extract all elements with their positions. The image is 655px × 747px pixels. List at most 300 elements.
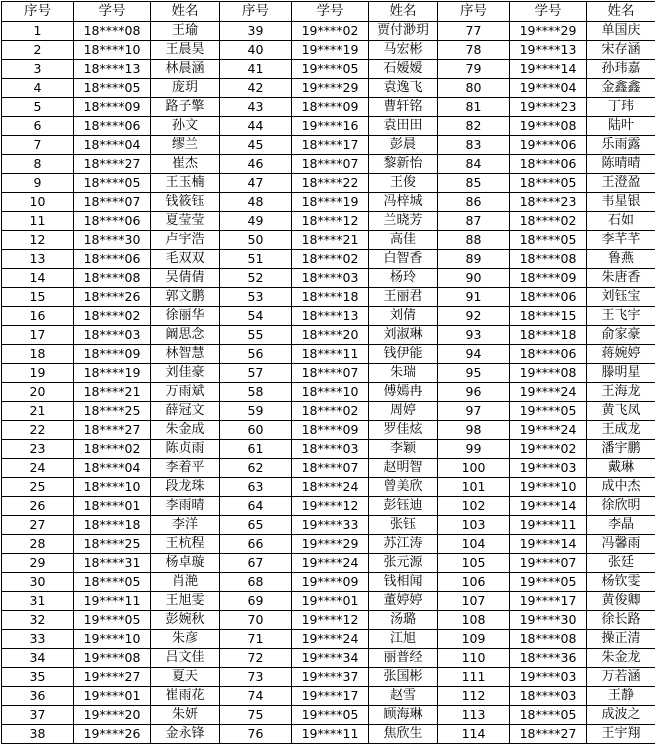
student-name-cell[interactable]: 单国庆 [587,22,655,41]
student-id-cell[interactable]: 18****31 [74,554,151,573]
student-name-cell[interactable]: 蒋婉婷 [587,345,655,364]
seq-cell[interactable]: 70 [220,611,292,630]
student-name-cell[interactable]: 王玉楠 [151,174,220,193]
student-id-cell[interactable]: 19****24 [292,630,369,649]
seq-cell[interactable]: 39 [220,22,292,41]
student-id-cell[interactable]: 19****19 [292,41,369,60]
column-header[interactable]: 学号 [74,2,151,22]
student-id-cell[interactable]: 19****05 [292,60,369,79]
student-id-cell[interactable]: 18****21 [292,231,369,250]
student-id-cell[interactable]: 19****12 [292,497,369,516]
seq-cell[interactable]: 14 [2,269,74,288]
seq-cell[interactable]: 31 [2,592,74,611]
student-name-cell[interactable]: 董婷婷 [369,592,438,611]
seq-cell[interactable]: 32 [2,611,74,630]
student-id-cell[interactable]: 19****11 [74,592,151,611]
student-id-cell[interactable]: 19****24 [510,421,587,440]
seq-cell[interactable]: 64 [220,497,292,516]
seq-cell[interactable]: 27 [2,516,74,535]
seq-cell[interactable]: 33 [2,630,74,649]
student-name-cell[interactable]: 王成龙 [587,421,655,440]
student-id-cell[interactable]: 18****10 [292,383,369,402]
seq-cell[interactable]: 91 [438,288,510,307]
seq-cell[interactable]: 40 [220,41,292,60]
student-name-cell[interactable]: 张国彬 [369,668,438,687]
student-name-cell[interactable]: 卢宇浩 [151,231,220,250]
seq-cell[interactable]: 50 [220,231,292,250]
student-id-cell[interactable]: 18****07 [74,193,151,212]
student-name-cell[interactable]: 吴倩倩 [151,269,220,288]
seq-cell[interactable]: 109 [438,630,510,649]
student-name-cell[interactable]: 彭晨 [369,136,438,155]
student-name-cell[interactable]: 黄俊卿 [587,592,655,611]
student-name-cell[interactable]: 兰晓芳 [369,212,438,231]
student-id-cell[interactable]: 19****08 [510,117,587,136]
seq-cell[interactable]: 98 [438,421,510,440]
seq-cell[interactable]: 92 [438,307,510,326]
student-id-cell[interactable]: 18****26 [74,288,151,307]
seq-cell[interactable]: 21 [2,402,74,421]
seq-cell[interactable]: 81 [438,98,510,117]
seq-cell[interactable]: 24 [2,459,74,478]
student-name-cell[interactable]: 李芊芊 [587,231,655,250]
seq-cell[interactable]: 37 [2,706,74,725]
seq-cell[interactable]: 30 [2,573,74,592]
student-id-cell[interactable]: 18****08 [74,269,151,288]
student-id-cell[interactable]: 18****01 [74,497,151,516]
seq-cell[interactable]: 59 [220,402,292,421]
student-name-cell[interactable]: 王杭程 [151,535,220,554]
seq-cell[interactable]: 62 [220,459,292,478]
student-id-cell[interactable]: 19****04 [510,79,587,98]
seq-cell[interactable]: 77 [438,22,510,41]
student-name-cell[interactable]: 朱彦 [151,630,220,649]
student-name-cell[interactable]: 钱筱钰 [151,193,220,212]
student-name-cell[interactable]: 石如 [587,212,655,231]
seq-cell[interactable]: 3 [2,60,74,79]
student-name-cell[interactable]: 滕明星 [587,364,655,383]
student-id-cell[interactable]: 18****03 [74,326,151,345]
student-id-cell[interactable]: 18****05 [510,231,587,250]
seq-cell[interactable]: 34 [2,649,74,668]
student-name-cell[interactable]: 朱金龙 [587,649,655,668]
seq-cell[interactable]: 95 [438,364,510,383]
seq-cell[interactable]: 112 [438,687,510,706]
seq-cell[interactable]: 76 [220,725,292,744]
student-name-cell[interactable]: 王海龙 [587,383,655,402]
student-name-cell[interactable]: 刘淑琳 [369,326,438,345]
student-id-cell[interactable]: 19****27 [74,668,151,687]
student-id-cell[interactable]: 19****11 [292,725,369,744]
student-name-cell[interactable]: 罗佳炫 [369,421,438,440]
student-id-cell[interactable]: 18****12 [292,212,369,231]
student-id-cell[interactable]: 19****29 [510,22,587,41]
seq-cell[interactable]: 57 [220,364,292,383]
student-name-cell[interactable]: 陈贞雨 [151,440,220,459]
seq-cell[interactable]: 12 [2,231,74,250]
seq-cell[interactable]: 114 [438,725,510,744]
seq-cell[interactable]: 60 [220,421,292,440]
seq-cell[interactable]: 73 [220,668,292,687]
seq-cell[interactable]: 41 [220,60,292,79]
student-name-cell[interactable]: 江旭 [369,630,438,649]
seq-cell[interactable]: 52 [220,269,292,288]
student-id-cell[interactable]: 19****17 [510,592,587,611]
student-id-cell[interactable]: 18****09 [292,421,369,440]
student-id-cell[interactable]: 18****05 [74,174,151,193]
student-name-cell[interactable]: 李洋 [151,516,220,535]
student-id-cell[interactable]: 19****06 [510,136,587,155]
seq-cell[interactable]: 22 [2,421,74,440]
student-name-cell[interactable]: 崔杰 [151,155,220,174]
student-name-cell[interactable]: 成中杰 [587,478,655,497]
student-name-cell[interactable]: 冯馨雨 [587,535,655,554]
student-name-cell[interactable]: 顾海琳 [369,706,438,725]
student-id-cell[interactable]: 19****05 [510,573,587,592]
student-name-cell[interactable]: 高佳 [369,231,438,250]
seq-cell[interactable]: 104 [438,535,510,554]
student-name-cell[interactable]: 彭婉秋 [151,611,220,630]
student-id-cell[interactable]: 19****03 [510,459,587,478]
seq-cell[interactable]: 94 [438,345,510,364]
student-id-cell[interactable]: 19****16 [292,117,369,136]
seq-cell[interactable]: 11 [2,212,74,231]
seq-cell[interactable]: 2 [2,41,74,60]
student-name-cell[interactable]: 张元源 [369,554,438,573]
seq-cell[interactable]: 25 [2,478,74,497]
student-name-cell[interactable]: 袁田田 [369,117,438,136]
student-id-cell[interactable]: 19****11 [510,516,587,535]
seq-cell[interactable]: 9 [2,174,74,193]
seq-cell[interactable]: 103 [438,516,510,535]
seq-cell[interactable]: 23 [2,440,74,459]
seq-cell[interactable]: 87 [438,212,510,231]
student-name-cell[interactable]: 王瑜 [151,22,220,41]
student-id-cell[interactable]: 19****14 [510,60,587,79]
student-name-cell[interactable]: 傅嫣冉 [369,383,438,402]
student-name-cell[interactable]: 钱相闻 [369,573,438,592]
student-id-cell[interactable]: 19****37 [292,668,369,687]
student-id-cell[interactable]: 19****03 [510,668,587,687]
student-id-cell[interactable]: 19****07 [510,554,587,573]
seq-cell[interactable]: 43 [220,98,292,117]
seq-cell[interactable]: 17 [2,326,74,345]
student-name-cell[interactable]: 孙玮嘉 [587,60,655,79]
student-name-cell[interactable]: 宋存涵 [587,41,655,60]
seq-cell[interactable]: 16 [2,307,74,326]
seq-cell[interactable]: 97 [438,402,510,421]
student-name-cell[interactable]: 石嫒嫒 [369,60,438,79]
seq-cell[interactable]: 42 [220,79,292,98]
student-id-cell[interactable]: 18****13 [292,307,369,326]
seq-cell[interactable]: 66 [220,535,292,554]
student-name-cell[interactable]: 贾付渺玥 [369,22,438,41]
student-id-cell[interactable]: 18****09 [74,345,151,364]
student-id-cell[interactable]: 18****02 [74,307,151,326]
student-name-cell[interactable]: 朱妍 [151,706,220,725]
student-name-cell[interactable]: 金永锋 [151,725,220,744]
student-id-cell[interactable]: 18****08 [510,630,587,649]
student-name-cell[interactable]: 林晨涵 [151,60,220,79]
student-id-cell[interactable]: 18****13 [74,60,151,79]
seq-cell[interactable]: 58 [220,383,292,402]
student-id-cell[interactable]: 18****08 [510,250,587,269]
student-name-cell[interactable]: 徐丽华 [151,307,220,326]
student-id-cell[interactable]: 19****05 [74,611,151,630]
seq-cell[interactable]: 82 [438,117,510,136]
student-id-cell[interactable]: 18****06 [510,345,587,364]
student-name-cell[interactable]: 夏天 [151,668,220,687]
student-name-cell[interactable]: 张钰 [369,516,438,535]
student-name-cell[interactable]: 薛冠文 [151,402,220,421]
student-id-cell[interactable]: 19****24 [510,383,587,402]
student-id-cell[interactable]: 18****27 [74,155,151,174]
student-id-cell[interactable]: 18****02 [292,402,369,421]
student-id-cell[interactable]: 18****03 [510,687,587,706]
student-name-cell[interactable]: 曹轩铭 [369,98,438,117]
seq-cell[interactable]: 93 [438,326,510,345]
student-id-cell[interactable]: 18****03 [292,269,369,288]
student-name-cell[interactable]: 万雨斌 [151,383,220,402]
student-name-cell[interactable]: 李雨晴 [151,497,220,516]
seq-cell[interactable]: 44 [220,117,292,136]
student-name-cell[interactable]: 乐雨露 [587,136,655,155]
student-id-cell[interactable]: 18****07 [292,155,369,174]
student-id-cell[interactable]: 18****15 [510,307,587,326]
student-id-cell[interactable]: 18****30 [74,231,151,250]
student-name-cell[interactable]: 庞玥 [151,79,220,98]
student-name-cell[interactable]: 马宏彬 [369,41,438,60]
student-name-cell[interactable]: 朱金成 [151,421,220,440]
student-name-cell[interactable]: 刘佳豪 [151,364,220,383]
student-name-cell[interactable]: 王澄盈 [587,174,655,193]
student-id-cell[interactable]: 19****13 [510,41,587,60]
seq-cell[interactable]: 75 [220,706,292,725]
student-id-cell[interactable]: 19****05 [292,706,369,725]
seq-cell[interactable]: 36 [2,687,74,706]
student-id-cell[interactable]: 18****06 [510,155,587,174]
student-name-cell[interactable]: 毛双双 [151,250,220,269]
student-id-cell[interactable]: 19****30 [510,611,587,630]
seq-cell[interactable]: 85 [438,174,510,193]
seq-cell[interactable]: 72 [220,649,292,668]
student-id-cell[interactable]: 19****29 [292,535,369,554]
student-name-cell[interactable]: 孙文 [151,117,220,136]
student-name-cell[interactable]: 李颖 [369,440,438,459]
student-name-cell[interactable]: 成波之 [587,706,655,725]
column-header[interactable]: 学号 [510,2,587,22]
student-name-cell[interactable]: 王丽君 [369,288,438,307]
student-id-cell[interactable]: 18****25 [74,402,151,421]
seq-cell[interactable]: 51 [220,250,292,269]
student-id-cell[interactable]: 19****26 [74,725,151,744]
student-id-cell[interactable]: 18****10 [74,41,151,60]
seq-cell[interactable]: 90 [438,269,510,288]
seq-cell[interactable]: 48 [220,193,292,212]
student-name-cell[interactable]: 金鑫鑫 [587,79,655,98]
seq-cell[interactable]: 54 [220,307,292,326]
student-name-cell[interactable]: 徐欣明 [587,497,655,516]
student-id-cell[interactable]: 18****02 [292,250,369,269]
student-name-cell[interactable]: 郭文鹏 [151,288,220,307]
student-id-cell[interactable]: 19****01 [74,687,151,706]
column-header[interactable]: 序号 [220,2,292,22]
student-id-cell[interactable]: 19****33 [292,516,369,535]
student-name-cell[interactable]: 黎新怡 [369,155,438,174]
student-id-cell[interactable]: 18****05 [510,174,587,193]
seq-cell[interactable]: 108 [438,611,510,630]
seq-cell[interactable]: 96 [438,383,510,402]
student-id-cell[interactable]: 18****04 [74,459,151,478]
student-name-cell[interactable]: 阚思念 [151,326,220,345]
student-name-cell[interactable]: 袁逸飞 [369,79,438,98]
student-name-cell[interactable]: 李晶 [587,516,655,535]
seq-cell[interactable]: 18 [2,345,74,364]
seq-cell[interactable]: 86 [438,193,510,212]
seq-cell[interactable]: 4 [2,79,74,98]
student-id-cell[interactable]: 18****09 [292,98,369,117]
student-id-cell[interactable]: 18****19 [74,364,151,383]
student-id-cell[interactable]: 18****18 [292,288,369,307]
student-id-cell[interactable]: 19****02 [510,440,587,459]
seq-cell[interactable]: 83 [438,136,510,155]
student-id-cell[interactable]: 19****29 [292,79,369,98]
student-name-cell[interactable]: 丁玮 [587,98,655,117]
student-id-cell[interactable]: 19****10 [74,630,151,649]
column-header[interactable]: 姓名 [587,2,655,22]
seq-cell[interactable]: 68 [220,573,292,592]
seq-cell[interactable]: 45 [220,136,292,155]
student-id-cell[interactable]: 18****19 [292,193,369,212]
seq-cell[interactable]: 49 [220,212,292,231]
column-header[interactable]: 姓名 [151,2,220,22]
student-id-cell[interactable]: 18****21 [74,383,151,402]
student-id-cell[interactable]: 18****23 [510,193,587,212]
student-id-cell[interactable]: 18****08 [74,22,151,41]
student-id-cell[interactable]: 18****05 [74,573,151,592]
seq-cell[interactable]: 71 [220,630,292,649]
student-id-cell[interactable]: 18****18 [510,326,587,345]
student-id-cell[interactable]: 19****20 [74,706,151,725]
student-id-cell[interactable]: 18****20 [292,326,369,345]
student-name-cell[interactable]: 曾美欣 [369,478,438,497]
student-id-cell[interactable]: 18****06 [74,250,151,269]
student-id-cell[interactable]: 19****17 [292,687,369,706]
student-id-cell[interactable]: 18****02 [510,212,587,231]
student-name-cell[interactable]: 戴琳 [587,459,655,478]
student-id-cell[interactable]: 18****27 [74,421,151,440]
seq-cell[interactable]: 8 [2,155,74,174]
student-id-cell[interactable]: 19****14 [510,535,587,554]
student-name-cell[interactable]: 肖滟 [151,573,220,592]
student-id-cell[interactable]: 19****23 [510,98,587,117]
seq-cell[interactable]: 63 [220,478,292,497]
column-header[interactable]: 序号 [2,2,74,22]
student-name-cell[interactable]: 段龙珠 [151,478,220,497]
seq-cell[interactable]: 47 [220,174,292,193]
student-name-cell[interactable]: 李着平 [151,459,220,478]
seq-cell[interactable]: 55 [220,326,292,345]
student-name-cell[interactable]: 崔雨花 [151,687,220,706]
student-id-cell[interactable]: 18****09 [510,269,587,288]
student-name-cell[interactable]: 王晨昊 [151,41,220,60]
student-id-cell[interactable]: 18****05 [74,79,151,98]
seq-cell[interactable]: 101 [438,478,510,497]
seq-cell[interactable]: 100 [438,459,510,478]
seq-cell[interactable]: 10 [2,193,74,212]
student-name-cell[interactable]: 王静 [587,687,655,706]
student-name-cell[interactable]: 万若涵 [587,668,655,687]
student-name-cell[interactable]: 刘钰宝 [587,288,655,307]
student-id-cell[interactable]: 19****09 [292,573,369,592]
student-name-cell[interactable]: 冯梓城 [369,193,438,212]
student-id-cell[interactable]: 19****05 [510,402,587,421]
column-header[interactable]: 姓名 [369,2,438,22]
student-name-cell[interactable]: 白智香 [369,250,438,269]
seq-cell[interactable]: 74 [220,687,292,706]
student-id-cell[interactable]: 19****34 [292,649,369,668]
seq-cell[interactable]: 15 [2,288,74,307]
student-name-cell[interactable]: 钱伊能 [369,345,438,364]
seq-cell[interactable]: 111 [438,668,510,687]
student-name-cell[interactable]: 彭钰迪 [369,497,438,516]
student-name-cell[interactable]: 周婷 [369,402,438,421]
student-id-cell[interactable]: 18****17 [292,136,369,155]
student-name-cell[interactable]: 杨玲 [369,269,438,288]
seq-cell[interactable]: 67 [220,554,292,573]
student-name-cell[interactable]: 陆叶 [587,117,655,136]
student-id-cell[interactable]: 18****22 [292,174,369,193]
seq-cell[interactable]: 80 [438,79,510,98]
student-id-cell[interactable]: 18****09 [74,98,151,117]
student-name-cell[interactable]: 赵明智 [369,459,438,478]
seq-cell[interactable]: 84 [438,155,510,174]
student-id-cell[interactable]: 19****24 [292,554,369,573]
student-id-cell[interactable]: 18****27 [510,725,587,744]
student-id-cell[interactable]: 19****08 [74,649,151,668]
student-name-cell[interactable]: 王飞宇 [587,307,655,326]
student-name-cell[interactable]: 赵雪 [369,687,438,706]
student-id-cell[interactable]: 18****05 [510,706,587,725]
student-id-cell[interactable]: 18****03 [292,440,369,459]
seq-cell[interactable]: 56 [220,345,292,364]
student-id-cell[interactable]: 18****18 [74,516,151,535]
student-name-cell[interactable]: 缪兰 [151,136,220,155]
student-name-cell[interactable]: 徐长路 [587,611,655,630]
seq-cell[interactable]: 88 [438,231,510,250]
student-name-cell[interactable]: 俞家豪 [587,326,655,345]
column-header[interactable]: 学号 [292,2,369,22]
student-id-cell[interactable]: 18****10 [74,478,151,497]
student-name-cell[interactable]: 王宇翔 [587,725,655,744]
student-name-cell[interactable]: 朱唐香 [587,269,655,288]
seq-cell[interactable]: 79 [438,60,510,79]
seq-cell[interactable]: 38 [2,725,74,744]
seq-cell[interactable]: 13 [2,250,74,269]
student-id-cell[interactable]: 18****24 [292,478,369,497]
seq-cell[interactable]: 7 [2,136,74,155]
student-name-cell[interactable]: 杨钦雯 [587,573,655,592]
student-id-cell[interactable]: 18****07 [292,459,369,478]
seq-cell[interactable]: 65 [220,516,292,535]
seq-cell[interactable]: 6 [2,117,74,136]
seq-cell[interactable]: 113 [438,706,510,725]
student-name-cell[interactable]: 刘倩 [369,307,438,326]
student-name-cell[interactable]: 汤璐 [369,611,438,630]
student-name-cell[interactable]: 陈晴晴 [587,155,655,174]
seq-cell[interactable]: 35 [2,668,74,687]
seq-cell[interactable]: 28 [2,535,74,554]
